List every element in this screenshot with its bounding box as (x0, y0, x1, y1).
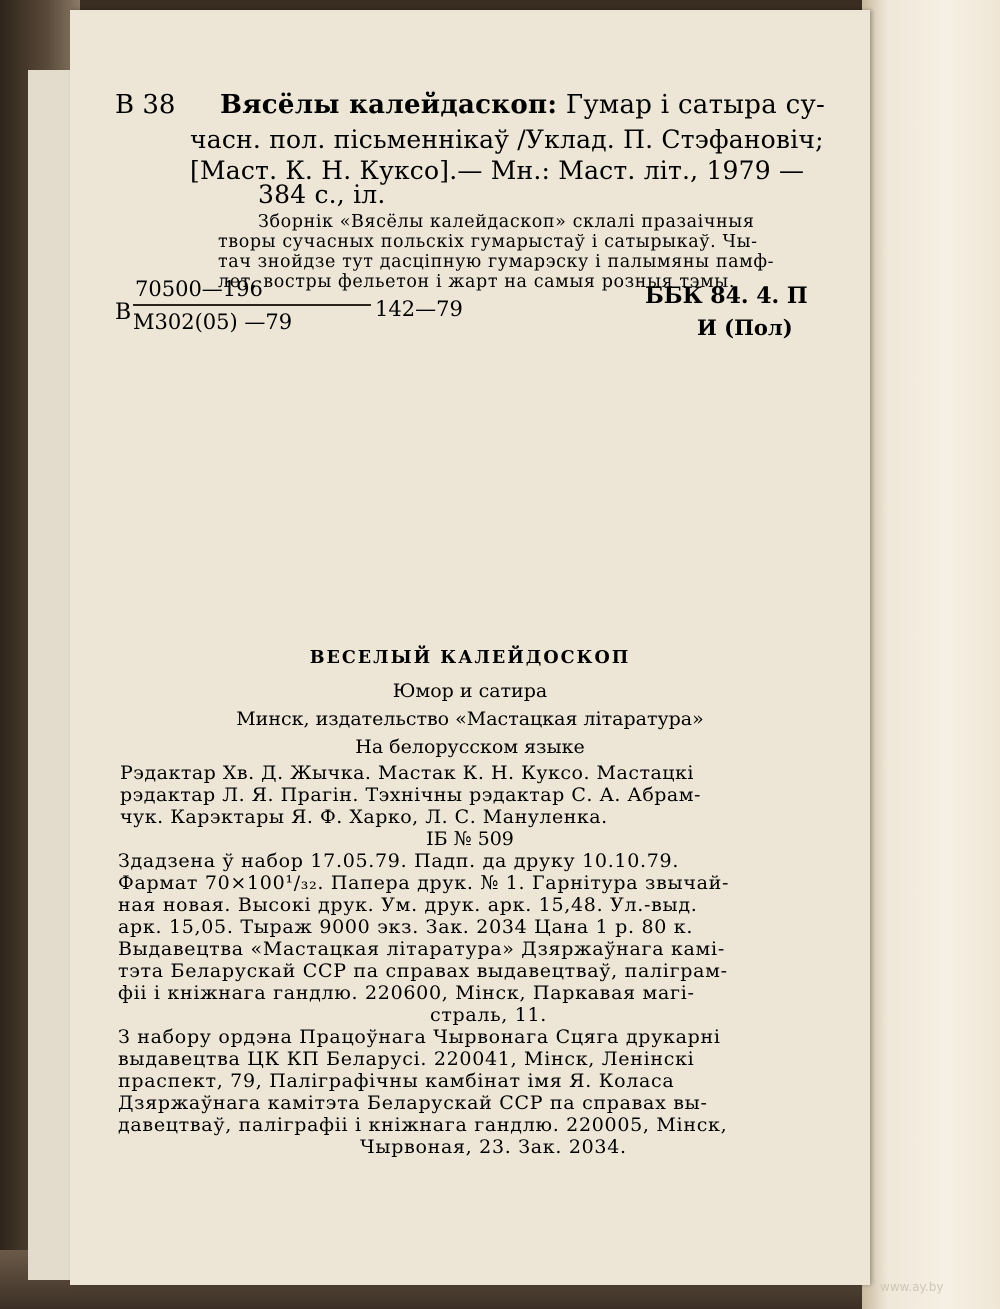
credits-line: Рэдактар Хв. Д. Жычка. Мастак К. Н. Куксо. Мастацкі (120, 762, 694, 784)
bbk-subcode: И (Пол) (697, 315, 793, 340)
imprint-line: Выдавецтва «Мастацкая літаратура» Дзяржаўнага камі- (118, 938, 725, 960)
credits-line: рэдактар Л. Я. Прагін. Тэхнічны рэдактар С. А. Абрам- (120, 784, 701, 806)
imprint-line: давецтваў, паліграфіі і кніжнага гандлю. 220005, Мінск, (118, 1114, 728, 1136)
fraction-denominator: М302(05) —79 (133, 310, 293, 334)
imprint-line: ная новая. Высокі друк. Ум. друк. арк. 15,48. Ул.-выд. (118, 894, 698, 916)
imprint-line: выдавецтва ЦК КП Беларусі. 220041, Мінск, Ленінскі (118, 1048, 695, 1070)
catalog-line: [Маст. К. Н. Куксо].— Мн.: Маст. літ., 1979 — (190, 156, 805, 185)
bbk-code: ББК 84. 4. П (645, 283, 808, 309)
fraction-bar (133, 304, 371, 306)
russian-subtitle: Юмор и сатира (392, 680, 548, 702)
catalog-line: 384 с., іл. (258, 180, 386, 209)
imprint-line: Чырвоная, 23. Зак. 2034. (360, 1136, 627, 1158)
catalog-title-line (220, 90, 825, 120)
imprint-line: З набору ордэна Працоўнага Чырвонага Сцяга друкарні (118, 1026, 721, 1048)
imprint-line: фіі і кніжнага гандлю. 220600, Мінск, Паркавая магі- (118, 982, 695, 1004)
russian-language-note: На белорусском языке (355, 736, 585, 758)
facing-page (862, 0, 1000, 1309)
imprint-line: арк. 15,05. Тыраж 9000 экз. Зак. 2034 Цана 1 р. 80 к. (118, 916, 694, 938)
russian-title: ВЕСЕЛЫЙ КАЛЕЙДОСКОП (309, 648, 631, 668)
imprint-line: Дзяржаўнага камітэта Беларускай ССР па справах вы- (118, 1092, 708, 1114)
catalog-title-rest: Гумар і сатыра су- (557, 90, 826, 120)
imprint-line: Здадзена ў набор 17.05.79. Падп. да друку 10.10.79. (118, 850, 680, 872)
annotation-line: Зборнік «Вясёлы калейдаскоп» склалі празаічныя (258, 212, 755, 232)
russian-publisher: Минск, издательство «Мастацкая літаратура» (236, 708, 704, 730)
fraction-prefix: В (115, 300, 132, 325)
catalog-title: Вясёлы калейдаскоп: (220, 90, 558, 120)
imprint-line: тэта Беларускай ССР па справах выдавецтваў, паліграм- (118, 960, 728, 982)
imprint-line: Фармат 70×100¹/₃₂. Папера друк. № 1. Гарнітура звычай- (118, 872, 730, 894)
fraction-suffix: 142—79 (375, 297, 463, 321)
fraction-numerator: 70500—196 (135, 277, 263, 301)
catalog-code: В 38 (115, 90, 176, 120)
credits-line: чук. Карэктары Я. Ф. Харко, Л. С. Мануленка. (120, 806, 608, 828)
ib-number: ІБ № 509 (426, 828, 514, 850)
annotation-line: творы сучасных польскіх гумарыстаў і сатырыкаў. Чы- (218, 232, 758, 252)
watermark: www.ay.by (880, 1280, 944, 1294)
annotation-line: тач знойдзе тут дасціпную гумарэску і палымяны памф- (218, 252, 775, 272)
imprint-line: страль, 11. (430, 1004, 548, 1026)
annotation-line: лет, востры фельетон і жарт на самыя розныя тэмы. (218, 272, 735, 292)
imprint-line: праспект, 79, Паліграфічны камбінат імя Я. Коласа (118, 1070, 675, 1092)
catalog-line: часн. пол. пісьменнікаў /Уклад. П. Стэфановіч; (190, 125, 824, 154)
